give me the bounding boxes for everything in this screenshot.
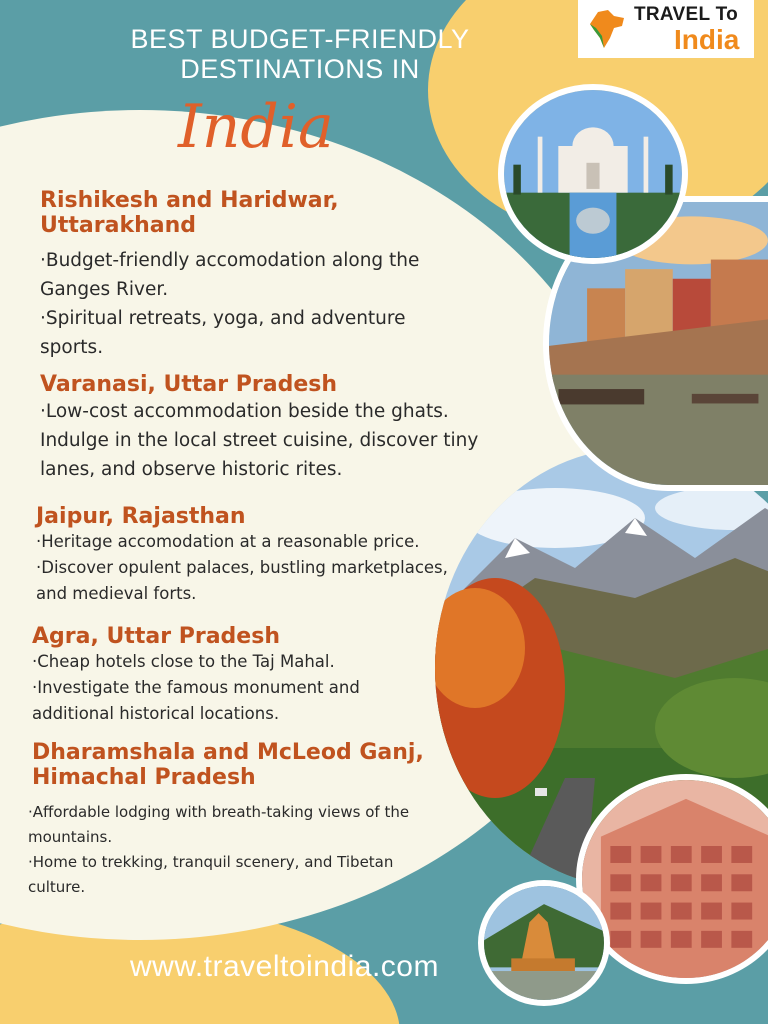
destination-dharamshala — [28, 740, 432, 900]
taj-mahal-photo — [498, 84, 688, 264]
travel-to-india-logo[interactable] — [578, 0, 754, 58]
india-map-icon — [584, 6, 630, 52]
destination-heading: Jaipur, Rajasthan — [36, 504, 246, 529]
destination-point: ·Heritage accomodation at a reasonable price. — [36, 532, 420, 551]
logo-text-line1: TRAVEL To — [634, 3, 739, 25]
destination-point: ·Budget-friendly accomodation along the Ganges River. — [40, 250, 420, 300]
destination-heading: Varanasi, Uttar Pradesh — [40, 372, 338, 397]
page-title — [100, 24, 500, 84]
destination-point: ·Affordable lodging with breath-taking views of the mountains. — [28, 803, 410, 846]
title-line2: DESTINATIONS IN — [180, 54, 420, 84]
destination-point: ·Spiritual retreats, yoga, and adventure sports. — [40, 308, 406, 358]
title-country: India — [178, 92, 334, 162]
destination-agra — [32, 624, 432, 727]
river-temple-photo — [478, 880, 610, 1006]
destination-point: ·Home to trekking, tranquil scenery, and Tibetan culture. — [28, 853, 394, 896]
destination-heading: Dharamshala and McLeod Ganj, Himachal Pradesh — [32, 740, 424, 790]
title-line1: BEST BUDGET-FRIENDLY — [130, 24, 470, 54]
destination-rishikesh — [40, 188, 470, 362]
destination-heading: Agra, Uttar Pradesh — [32, 624, 280, 649]
website-link[interactable]: www.traveltoindia.com — [130, 950, 439, 983]
destination-jaipur — [36, 504, 466, 607]
destination-varanasi — [40, 372, 480, 484]
logo-text-line2: India — [674, 23, 740, 55]
destination-point: ·Cheap hotels close to the Taj Mahal. — [32, 652, 335, 671]
destination-point: ·Low-cost accommodation beside the ghats. Indulge in the local street cuisine, discover tiny lanes, and observe historic rites. — [40, 401, 479, 480]
destination-point: ·Investigate the famous monument and additional historical locations. — [32, 678, 360, 723]
destination-heading: Rishikesh and Haridwar, Uttarakhand — [40, 188, 339, 238]
destination-point: ·Discover opulent palaces, bustling marketplaces, and medieval forts. — [36, 558, 448, 603]
